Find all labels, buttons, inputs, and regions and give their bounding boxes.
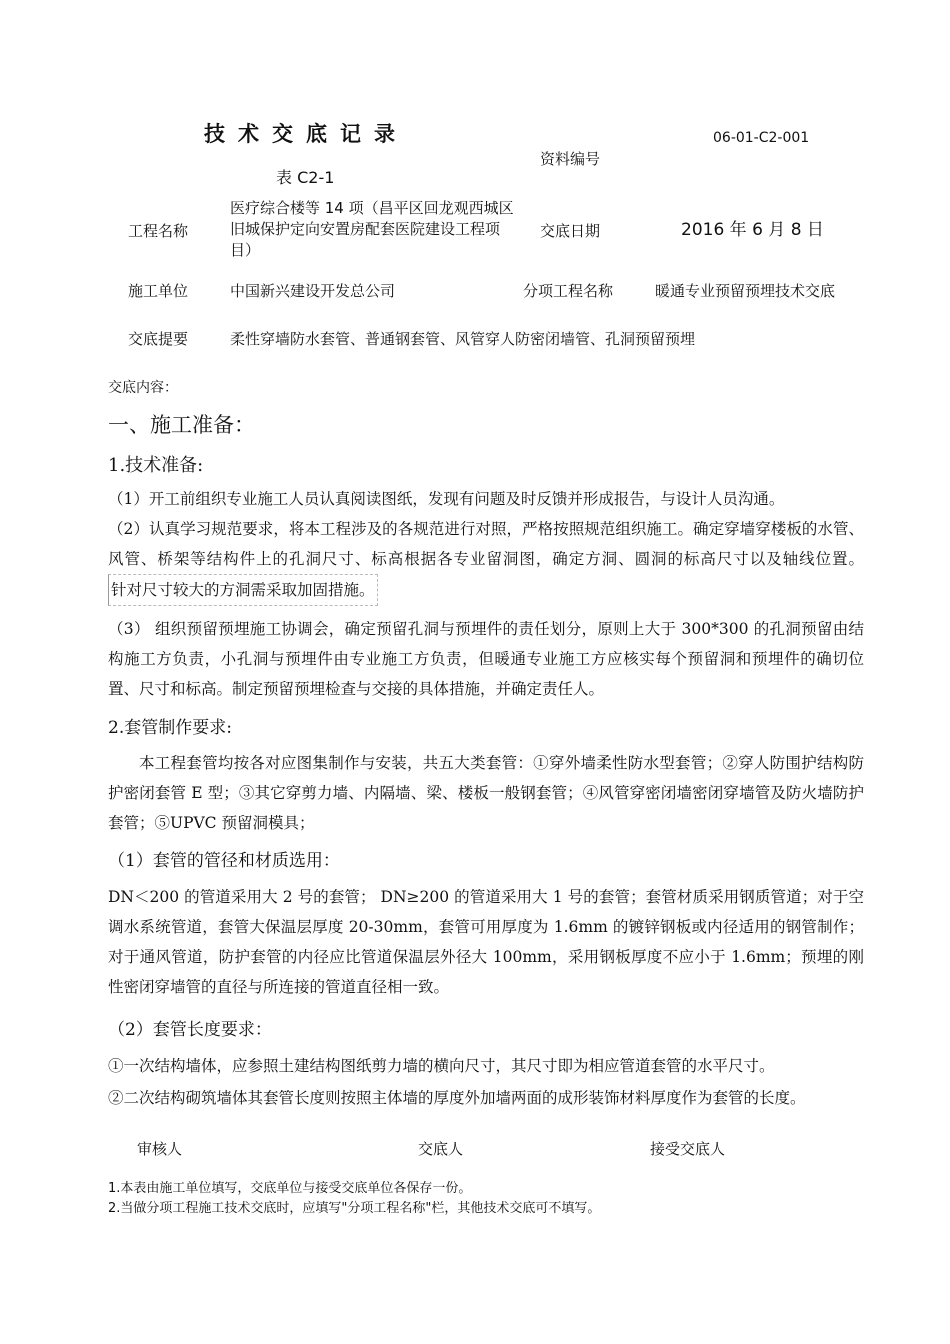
subsection-heading: 1.技术准备: [108,455,204,476]
sub-project-label: 分项工程名称 [523,282,614,300]
contractor-label: 施工单位 [128,282,189,300]
document-title: 技术交底记录 [204,122,408,146]
paragraph: 本工程套管均按各对应图集制作与安装，共五大类套管：①穿外墙柔性防水型套管；②穿人防围护结构防护密闭套管 E 型；③其它穿剪力墙、内隔墙、梁、楼板一般钢套管；④风管穿密闭墙密闭穿墙管及防火墙防护套管；⑤UPVC 预留洞模具； [108,754,864,832]
paragraph-heading: （2）套管长度要求： [108,1020,272,1040]
footnote: 2.当做分项工程施工技术交底时，应填写"分项工程名称"栏，其他技术交底可不填写。 [108,1201,601,1216]
document-number: 06-01-C2-001 [713,130,810,146]
date-value: 2016 年 6 月 8 日 [681,220,824,240]
paragraph-text: （2）认真学习规范要求，将本工程涉及的各规范进行对照，严格按照规范组织施工。确定穿墙穿楼板的水管、风管、桥架等结构件上的孔洞尺寸、标高根据各专业留洞图，确定方洞、圆洞的标高尺寸以及轴线位置。 [108,520,864,568]
paragraph: ②二次结构砌筑墙体其套管长度则按照主体墙的厚度外加墙两面的成形装饰材料厚度作为套管的长度。 [108,1089,806,1107]
reviewer-label: 审核人 [137,1140,183,1158]
footnote: 1.本表由施工单位填写，交底单位与接受交底单位各保存一份。 [108,1181,472,1196]
project-name: 医疗综合楼等 14 项（昌平区回龙观西城区旧城保护定向安置房配套医院建设工程项目） [230,199,514,259]
paragraph-heading: （1）套管的管径和材质选用： [108,851,340,871]
paragraph: （3） 组织预留预埋施工协调会，确定预留孔洞与预埋件的责任划分，原则上大于 300*300 的孔洞预留由结构施工方负责，小孔洞与预埋件由专业施工方负责，但暖通专业施工方应核实每个预留洞和预埋件的确切位置、尺寸和标高。制定预留预埋检查与交接的具体措施，并确定责任人。 [108,620,864,698]
document-number-label: 资料编号 [540,150,601,168]
project-name-label: 工程名称 [128,222,189,240]
summary-value: 柔性穿墙防水套管、普通钢套管、风管穿人防密闭墙管、孔洞预留预埋 [230,330,696,348]
paragraph: ①一次结构墙体，应参照土建结构图纸剪力墙的横向尺寸，其尺寸即为相应管道套管的水平尺寸。 [108,1057,775,1075]
receiver-label: 接受交底人 [650,1140,726,1158]
contractor-value: 中国新兴建设开发总公司 [230,282,396,300]
subsection-heading: 2.套管制作要求: [108,718,232,738]
form-number: 表 C2-1 [276,168,335,187]
paragraph [108,514,864,606]
presenter-label: 交底人 [418,1140,464,1158]
content-label: 交底内容： [108,380,178,396]
date-label: 交底日期 [540,222,601,240]
sub-project-value: 暖通专业预留预埋技术交底 [655,282,836,300]
summary-label: 交底提要 [128,330,189,348]
section-heading: 一、施工准备： [108,413,255,437]
paragraph: （1）开工前组织专业施工人员认真阅读图纸，发现有问题及时反馈并形成报告，与设计人员沟通。 [108,490,785,508]
paragraph: DN＜200 的管道采用大 2 号的套管； DN≥200 的管道采用大 1 号的套管；套管材质采用钢质管道；对于空调水系统管道，套管大保温层厚度 20-30mm，套管可用厚度为 1.6mm 的镀锌钢板或内径适用的钢管制作；对于通风管道，防护套管的内径应比管道保温层外径大 100mm，采用钢板厚度不应小于 1.6mm；预埋的刚性密闭穿墙管的直径与所连接的管道直径相一致。 [108,888,864,996]
text-box: 针对尺寸较大的方洞需采取加固措施。 [108,574,378,606]
